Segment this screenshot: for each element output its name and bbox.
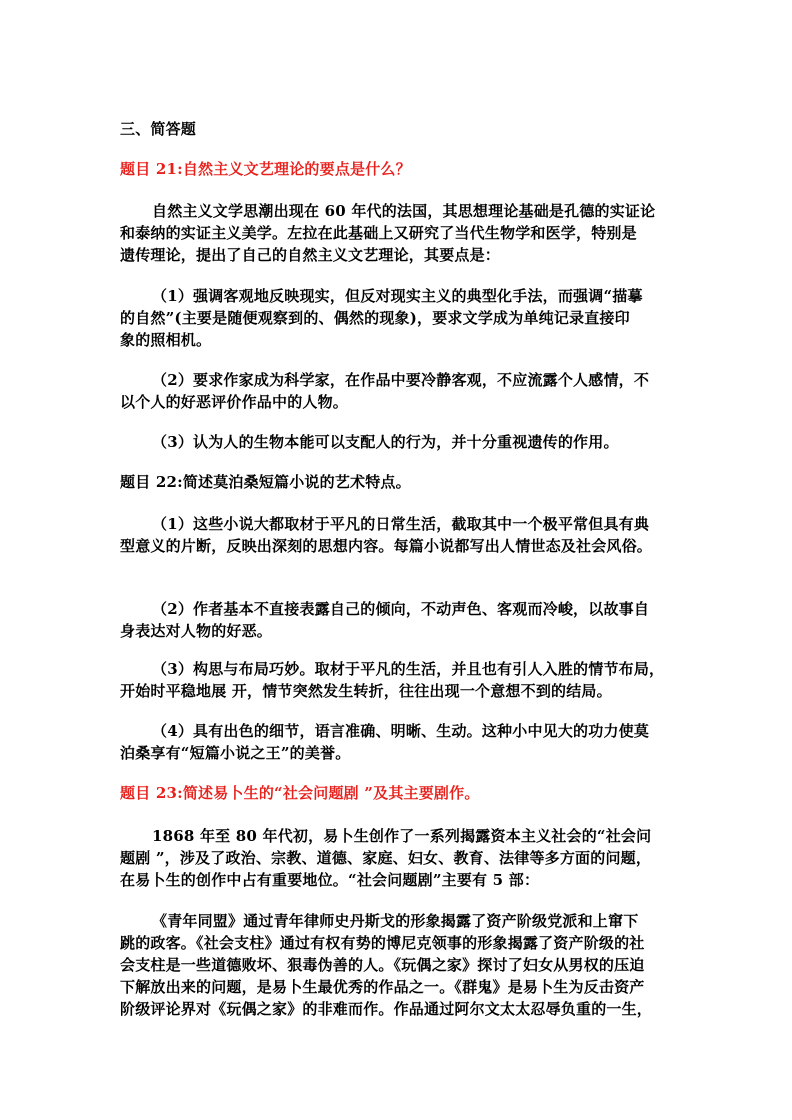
q22-p1-line-1: （1）这些小说大都取材于平凡的日常生活，截取其中一个极平常但具有典 xyxy=(152,515,650,533)
q22-p3-line-2: 开始时平稳地展 开，情节突然发生转折，往往出现一个意想不到的结局。 xyxy=(120,682,612,700)
q23-p1-line-2: 题剧 ”，涉及了政治、宗教、道德、家庭、妇女、教育、法律等多方面的问题， xyxy=(120,849,652,867)
q22-p2-line-2: 身表达对人物的好恶。 xyxy=(120,622,273,640)
q23-p2-line-1: 《青年同盟》通过青年律师史丹斯戈的形象揭露了资产阶级党派和上窜下 xyxy=(152,912,639,930)
q21-p2-line-2: 以个人的好恶评价作品中的人物。 xyxy=(120,393,349,411)
q22-p4-line-2: 泊桑享有“短篇小说之王”的美誉。 xyxy=(120,744,351,762)
q23-p2-line-3: 会支柱是一些道德败坏、狠毒伪善的人。《玩偶之家》探讨了妇女从男权的压迫 xyxy=(120,956,645,974)
q22-title: 题目 22:简述莫泊桑短篇小说的艺术特点。 xyxy=(120,473,411,491)
q23-title: 题目 23:简述易卜生的“社会问题剧 ”及其主要剧作。 xyxy=(120,784,480,802)
q22-p4-line-1: （4）具有出色的细节，语言准确、明晰、生动。这种小中见大的功力使莫 xyxy=(152,722,650,740)
q21-intro-line-2: 和泰纳的实证主义美学。左拉在此基础上又研究了当代生物学和医学，特别是 xyxy=(120,224,637,242)
q21-p1-line-2: 的自然”(主要是随便观察到的、偶然的现象)，要求文学成为单纯记录直接印 xyxy=(120,309,630,327)
q21-p1-line-3: 象的照相机。 xyxy=(120,331,212,349)
q23-p2-line-2: 跳的政客。《社会支柱》通过有权有势的博尼克领事的形象揭露了资产阶级的社 xyxy=(120,934,645,952)
q21-intro-line-1: 自然主义文学思潮出现在 60 年代的法国，其思想理论基础是孔德的实证论 xyxy=(152,202,656,220)
q21-intro-line-3: 遗传理论，提出了自己的自然主义文艺理论，其要点是： xyxy=(120,246,501,264)
q23-p2-line-4: 下解放出来的问题，是易卜生最优秀的作品之一。《群鬼》是易卜生为反击资产 xyxy=(120,978,645,996)
q23-p2-line-5: 阶级评论界对《玩偶之家》的非难而作。作品通过阿尔文太太忍辱负重的一生， xyxy=(120,1000,653,1018)
q21-p1-line-1: （1）强调客观地反映现实，但反对现实主义的典型化手法，而强调“描摹 xyxy=(152,287,643,305)
q22-p3-line-1: （3）构思与布局巧妙。取材于平凡的生活，并且也有引人入胜的情节布局， xyxy=(152,660,665,678)
q21-p3-line-1: （3）认为人的生物本能可以支配人的行为，并十分重视遗传的作用。 xyxy=(152,433,619,451)
q23-p1-line-1: 1868 年至 80 年代初，易卜生创作了一系列揭露资本主义社会的“社会问 xyxy=(152,827,652,845)
q22-p1-line-2: 型意义的片断，反映出深刻的思想内容。每篇小说都写出人情世态及社会风俗。 xyxy=(120,537,653,555)
q22-p2-line-1: （2）作者基本不直接表露自己的倾向，不动声色、客观而冷峻，以故事自 xyxy=(152,600,650,618)
section-heading: 三、简答题 xyxy=(120,120,197,138)
q23-p1-line-3: 在易卜生的创作中占有重要地位。“社会问题剧”主要有 5 部： xyxy=(120,871,540,889)
q21-title: 题目 21:自然主义文艺理论的要点是什么？ xyxy=(120,160,411,178)
q21-p2-line-1: （2）要求作家成为科学家，在作品中要冷静客观，不应流露个人感情，不 xyxy=(152,371,650,389)
